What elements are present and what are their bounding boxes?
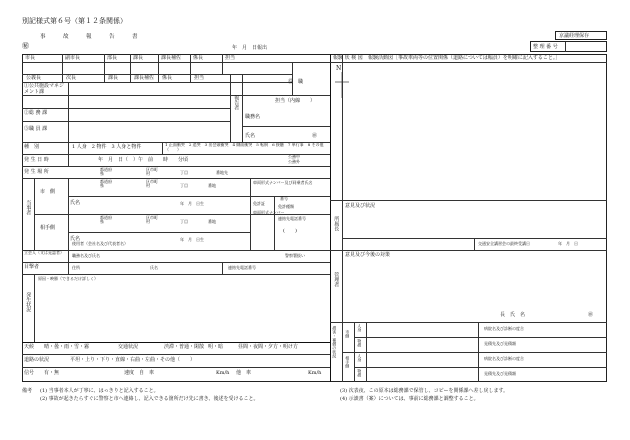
other-label: 相手側 bbox=[40, 225, 56, 231]
reporter-title: 役 職 bbox=[288, 79, 304, 85]
north-mark: N bbox=[336, 65, 342, 72]
side-compensation: 損害・補償の状況 bbox=[332, 326, 338, 358]
comp-other: 相手側 bbox=[345, 356, 351, 368]
off-duty-label: 公務外 bbox=[288, 159, 300, 164]
on-duty-label: 公務中 bbox=[288, 154, 300, 159]
comp-self: 市側 bbox=[345, 330, 351, 338]
opinion2-label: 意見及び今後の対策 bbox=[345, 252, 391, 258]
license-type: 免許種類 bbox=[278, 204, 294, 209]
approval-header2-1: 公義長 bbox=[26, 75, 42, 81]
police-label: 警察署扱い bbox=[285, 253, 305, 258]
approval-header-2: 副市長 bbox=[65, 55, 81, 61]
comp-self-person: 人身 bbox=[357, 324, 363, 332]
address-label: 住所 bbox=[72, 265, 80, 270]
place-pref: 都道府県 bbox=[100, 167, 112, 176]
place-town: 丁目 bbox=[180, 170, 188, 175]
self-banchi: 番地 bbox=[208, 183, 216, 188]
header-tag: 京議経理保存 bbox=[559, 33, 590, 39]
occurred-value: 年 月 日（ ）午 前 時 分頃 bbox=[98, 157, 189, 163]
reporter-seal: ㊞ bbox=[312, 133, 318, 139]
remarks-header: 報験 状 検 図 bbox=[333, 55, 363, 61]
category-label: 種 別 bbox=[24, 144, 40, 150]
observer-name: 氏名 bbox=[150, 265, 158, 270]
traffic-course-label: 交通安全講習会の最終受講日 bbox=[478, 241, 530, 246]
approval-header2-6: 担当 bbox=[194, 75, 205, 81]
approval-header2-3: 課長 bbox=[108, 75, 119, 81]
comp-car-1: 見積先及び見積額 bbox=[484, 341, 516, 346]
side-reporter: 報告者 bbox=[233, 95, 240, 110]
report-date-line: 年 月 日報出 bbox=[232, 45, 268, 51]
dept-row-3: ③職 員 課 bbox=[24, 126, 48, 132]
note-3: (3) 次表夜、この原本は総務課で保管し、コピーを関係課へ差し戻します。 bbox=[340, 388, 509, 394]
signal-value: 有・無 bbox=[44, 370, 60, 376]
self-city: 区市町村 bbox=[146, 179, 158, 188]
opinion-label: 意見及び状況 bbox=[345, 203, 376, 209]
approval-header-1: 市長 bbox=[25, 55, 36, 61]
case-title: 事 故 報 告 書 bbox=[40, 34, 144, 40]
note-2: (2) 事故が起きたらすぐに警察と市へ連絡し、記入できる箇所だけ先に書き、後述を受けること。 bbox=[40, 396, 259, 402]
ledger-no-label: 整 理 番 号 bbox=[533, 44, 558, 50]
traffic-type-label: 交通状況 bbox=[118, 344, 139, 350]
weather-row-label: 天候 bbox=[24, 344, 35, 350]
employer-label: 使用者（会社名及び代表者名） bbox=[72, 241, 128, 246]
traffic-course-date: 年 月 日 bbox=[558, 241, 578, 246]
approval-header2-2: 次長 bbox=[66, 75, 77, 81]
reporter-job: 職務名 bbox=[245, 114, 261, 120]
place-addr: 番地先 bbox=[216, 170, 228, 175]
ledger-no-box bbox=[530, 41, 607, 52]
self-label: 市 側 bbox=[40, 189, 56, 195]
road-label: 道路の状況 bbox=[24, 357, 50, 363]
dept-row-2: ②総 務 課 bbox=[24, 110, 48, 116]
situation-label: 発生状況 bbox=[25, 292, 32, 312]
other-chome: 丁目 bbox=[180, 219, 188, 224]
side-parties: 当事者 bbox=[25, 200, 32, 215]
other-banchi: 番地 bbox=[208, 219, 216, 224]
manager-seal: ㊞ bbox=[588, 312, 594, 318]
side-manager: 管理者 bbox=[333, 272, 340, 287]
road-value: 平坦・上り・下り・直線・右曲・左曲・その他（ ） bbox=[70, 357, 196, 363]
form-title: 別記様式第６号（第１２条関係） bbox=[22, 17, 127, 25]
self-pref: 都道府県 bbox=[100, 179, 112, 188]
place-label: 発 生 場 所 bbox=[24, 169, 49, 175]
manager-sign: 長 氏 名 bbox=[500, 312, 526, 318]
license-label: 免許証 bbox=[253, 201, 265, 206]
notes-label: 備考 bbox=[22, 388, 33, 394]
other-name-label: 氏名 bbox=[70, 236, 81, 242]
occurred-label: 発 生 日 時 bbox=[24, 157, 49, 163]
reporter-name: 氏名 bbox=[245, 133, 256, 139]
comp-other-person: 人身 bbox=[357, 354, 363, 362]
dept-row-1: ①公共施設マネジメント課 bbox=[24, 83, 65, 95]
reporter-in-charge: 担当（内線 ） bbox=[275, 98, 316, 104]
signal-label: 信号 bbox=[24, 370, 35, 376]
note-1: (1) 当事者本人が丁寧に、はっきりと記入すること。 bbox=[40, 388, 159, 394]
comp-hurt-2: 病院名及び診断の度合 bbox=[484, 356, 524, 361]
license-no: 番号 bbox=[280, 196, 288, 201]
speed-self-label: 速度 自 車 bbox=[124, 370, 155, 376]
header-tag-box bbox=[555, 31, 607, 40]
observer-contact: 連絡先電話番号 bbox=[228, 265, 256, 270]
weather-row-value: 晴・曇・雨・雪・霧 bbox=[44, 344, 90, 350]
traffic-type-value: 渋滞・普通・閑散 bbox=[164, 344, 205, 350]
place-city: 区市町村 bbox=[146, 167, 158, 176]
speed-other-unit: Km/h bbox=[308, 370, 322, 376]
other-city: 区市町村 bbox=[146, 215, 158, 224]
north-arrow-icon bbox=[333, 72, 351, 98]
side-chief: 所属長 bbox=[333, 216, 340, 231]
situation-note: 原因・映勝（できるだけ詳しく） bbox=[38, 276, 98, 281]
overview-caption: 報験活動図［事故車両等の位置関係（道路については幅員）を明確に記入すること。］ bbox=[368, 55, 561, 61]
self-birth: 年 月 日生 bbox=[180, 201, 204, 206]
comp-hurt-1: 病院名及び診断の度合 bbox=[484, 326, 524, 331]
note-4: (4) 示談書（案）については、事前に総務課と調整すること。 bbox=[340, 396, 479, 402]
comp-car-2: 見積先及び見積額 bbox=[484, 371, 516, 376]
witness-sub: 職務名及び氏名 bbox=[72, 253, 100, 258]
approval-header-5: 課長補佐 bbox=[161, 55, 182, 61]
other-birth: 年 月 日生 bbox=[180, 237, 204, 242]
light-label: 明・暗 bbox=[208, 344, 224, 350]
contact-paren: ( ) bbox=[283, 228, 297, 234]
other-pref: 都道府県 bbox=[100, 215, 112, 224]
comp-self-object: 物損 bbox=[357, 339, 363, 347]
approval-header-6: 係長 bbox=[193, 55, 204, 61]
witness-label: 立会人（又は見認者） bbox=[24, 250, 64, 255]
speed-other-label: 他 車 bbox=[236, 370, 252, 376]
approval-header2-5: 係長 bbox=[162, 75, 173, 81]
other-vehicle-label: 車両形式ナンバー bbox=[253, 210, 285, 215]
approval-header-4: 課長 bbox=[133, 55, 144, 61]
self-name-label: 氏名 bbox=[70, 200, 81, 206]
time-label: 昼間・夜間・夕方・明け方 bbox=[238, 344, 299, 350]
self-vehicle-label: 車両形式ナンバー及び同乗者氏名 bbox=[253, 180, 313, 185]
self-chome: 丁目 bbox=[180, 183, 188, 188]
category-options: 1 人身 2 物件 3 人身と物件 bbox=[72, 144, 142, 150]
confidential-mark: ㊙ bbox=[22, 42, 29, 50]
approval-header2-4: 課長補佐 bbox=[134, 75, 155, 81]
category-codes: 1 正面衝突 2 追突 3 出会頭衝突 4 側面衝突 5 転倒 6 接触 7 単行事 8 その他（ ） bbox=[165, 142, 324, 152]
observer-label: 目撃者 bbox=[24, 264, 40, 270]
contact-label: 連絡先電話番号 bbox=[278, 216, 306, 221]
approval-header-3: 部長 bbox=[107, 55, 118, 61]
comp-other-object: 物損 bbox=[357, 369, 363, 377]
speed-self-unit: Km/h bbox=[216, 370, 230, 376]
approval-header-7: 担当 bbox=[225, 55, 236, 61]
